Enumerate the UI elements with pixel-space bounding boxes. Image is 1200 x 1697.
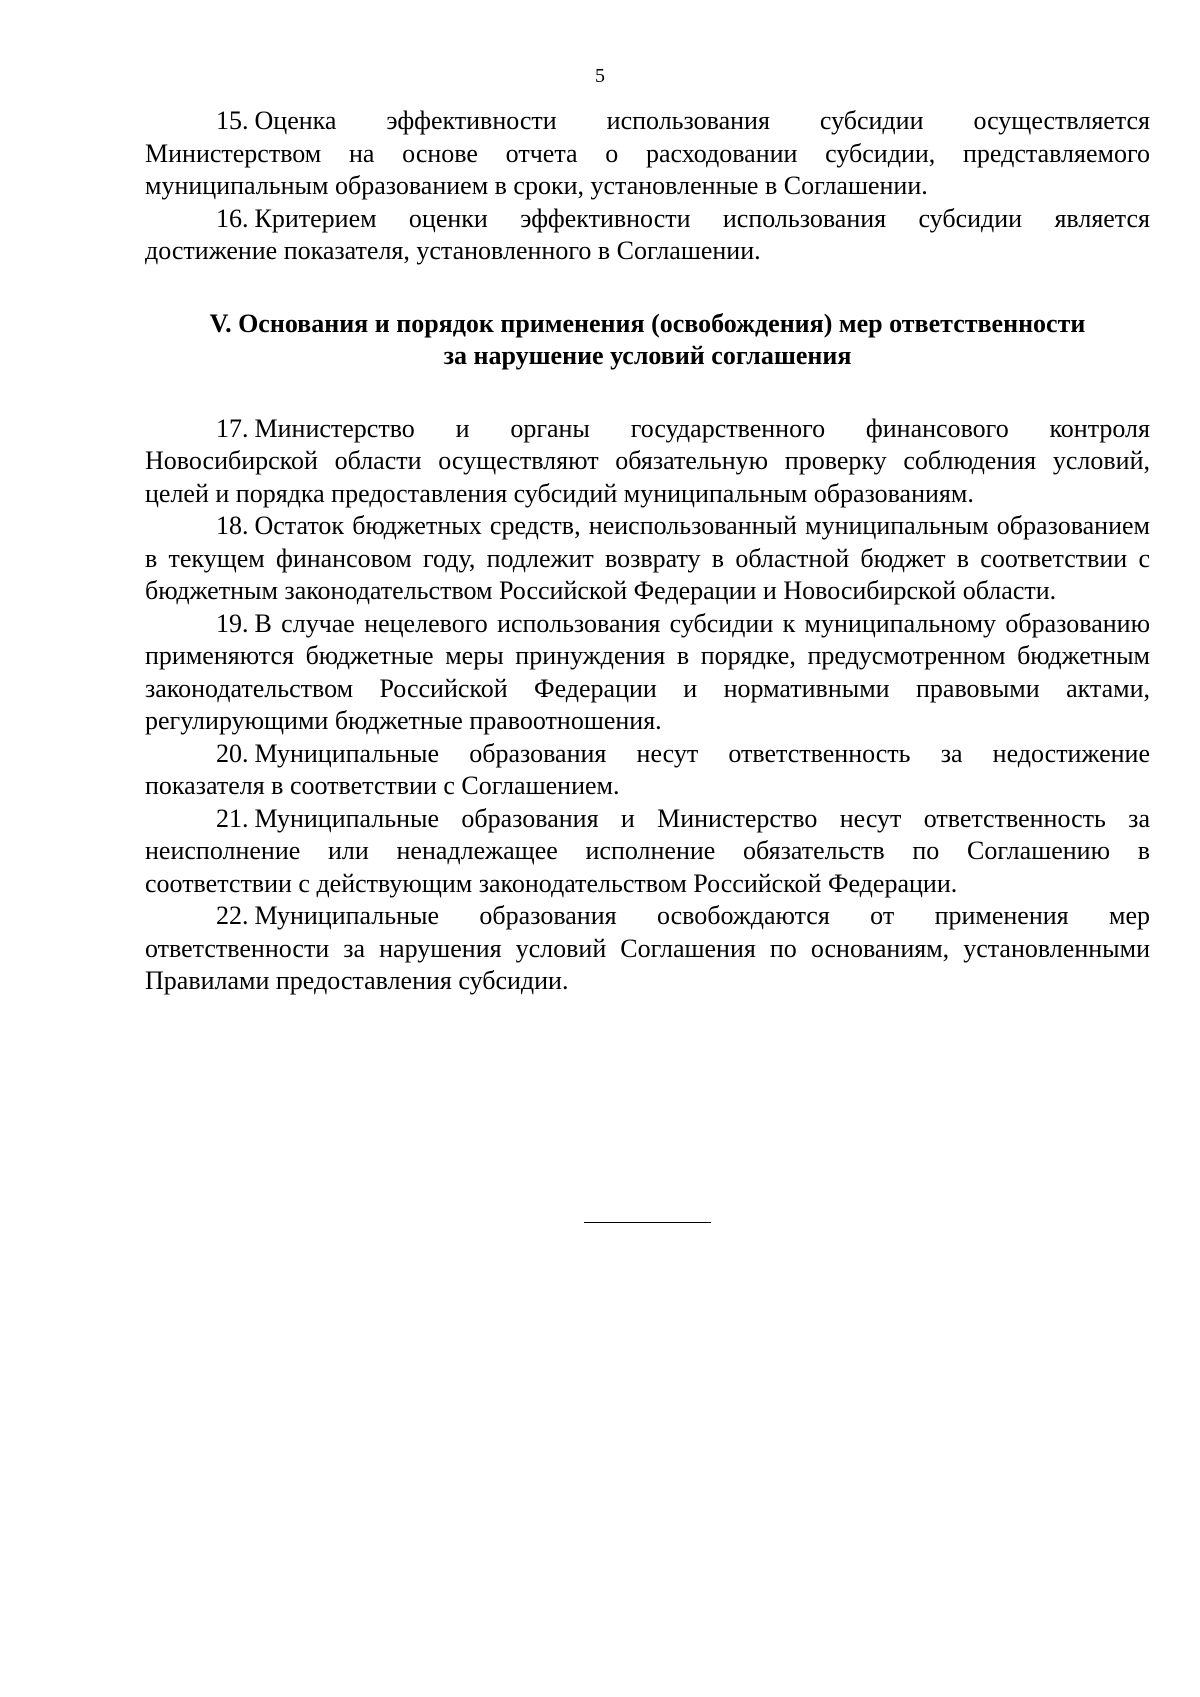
- paragraph-text: Муниципальные образования несут ответственность за недостижение показателя в соответствии с Соглашением.: [145, 738, 1150, 800]
- paragraph-text: Остаток бюджетных средств, неиспользованный муниципальным образованием в текущем финансовом году, подлежит возврату в областной бюджет в соответствии с бюджетным законодательством Российской Федерации и Новосибирской области.: [145, 511, 1150, 605]
- section-heading-line-1: V. Основания и порядок применения (освобождения) мер ответственности: [209, 308, 1086, 338]
- paragraph-text: Оценка эффективности использования субсидии осуществляется Министерством на основе отчета о расходовании субсидии, представляемого муниципальным образованием в сроки, установленные в Соглашении.: [145, 106, 1150, 200]
- paragraph-group-before-section: [145, 105, 1150, 268]
- paragraph-text: Критерием оценки эффективности использования субсидии является достижение показателя, установленного в Соглашении.: [145, 203, 1150, 265]
- paragraph-number: 20.: [216, 738, 249, 768]
- document-body: [145, 105, 1150, 998]
- end-of-document-rule: [584, 1222, 711, 1223]
- paragraph-number: 16.: [216, 203, 249, 233]
- paragraph-number: 18.: [216, 511, 249, 540]
- paragraph-17: [145, 413, 1150, 511]
- page-number: 5: [595, 65, 605, 87]
- paragraph-number: 22.: [216, 901, 249, 930]
- paragraph-number: 15.: [216, 106, 249, 135]
- paragraph-19: [145, 608, 1150, 738]
- paragraph-number: 19.: [216, 608, 249, 638]
- paragraph-20: [145, 738, 1150, 803]
- paragraph-text: Министерство и органы государственного финансового контроля Новосибирской области осуществляют обязательную проверку соблюдения условий, целей и порядка предоставления субсидий муниципальным образованиям.: [145, 413, 1150, 508]
- paragraph-15: [145, 105, 1150, 203]
- paragraph-group-after-section: [145, 413, 1150, 998]
- paragraph-text: Муниципальные образования освобождаются от применения мер ответственности за нарушения условий Соглашения по основаниям, установленными Правилами предоставления субсидии.: [145, 901, 1150, 995]
- paragraph-text: Муниципальные образования и Министерство несут ответственность за неисполнение или ненадлежащее исполнение обязательств по Соглашению в соответствии с действующим законодательством Российской Федерации.: [145, 803, 1150, 898]
- section-heading: [145, 308, 1150, 373]
- paragraph-16: [145, 203, 1150, 268]
- paragraph-21: [145, 803, 1150, 901]
- paragraph-number: 21.: [216, 803, 249, 833]
- paragraph-number: 17.: [216, 413, 249, 443]
- paragraph-18: [145, 510, 1150, 608]
- paragraph-22: [145, 900, 1150, 998]
- paragraph-text: В случае нецелевого использования субсидии к муниципальному образованию применяются бюджетные меры принуждения в порядке, предусмотренном бюджетным законодательством Российской Федерации и нормативными правовыми актами, регулирующими бюджетные правоотношения.: [145, 608, 1150, 735]
- section-heading-line-2: за нарушение условий соглашения: [443, 341, 852, 370]
